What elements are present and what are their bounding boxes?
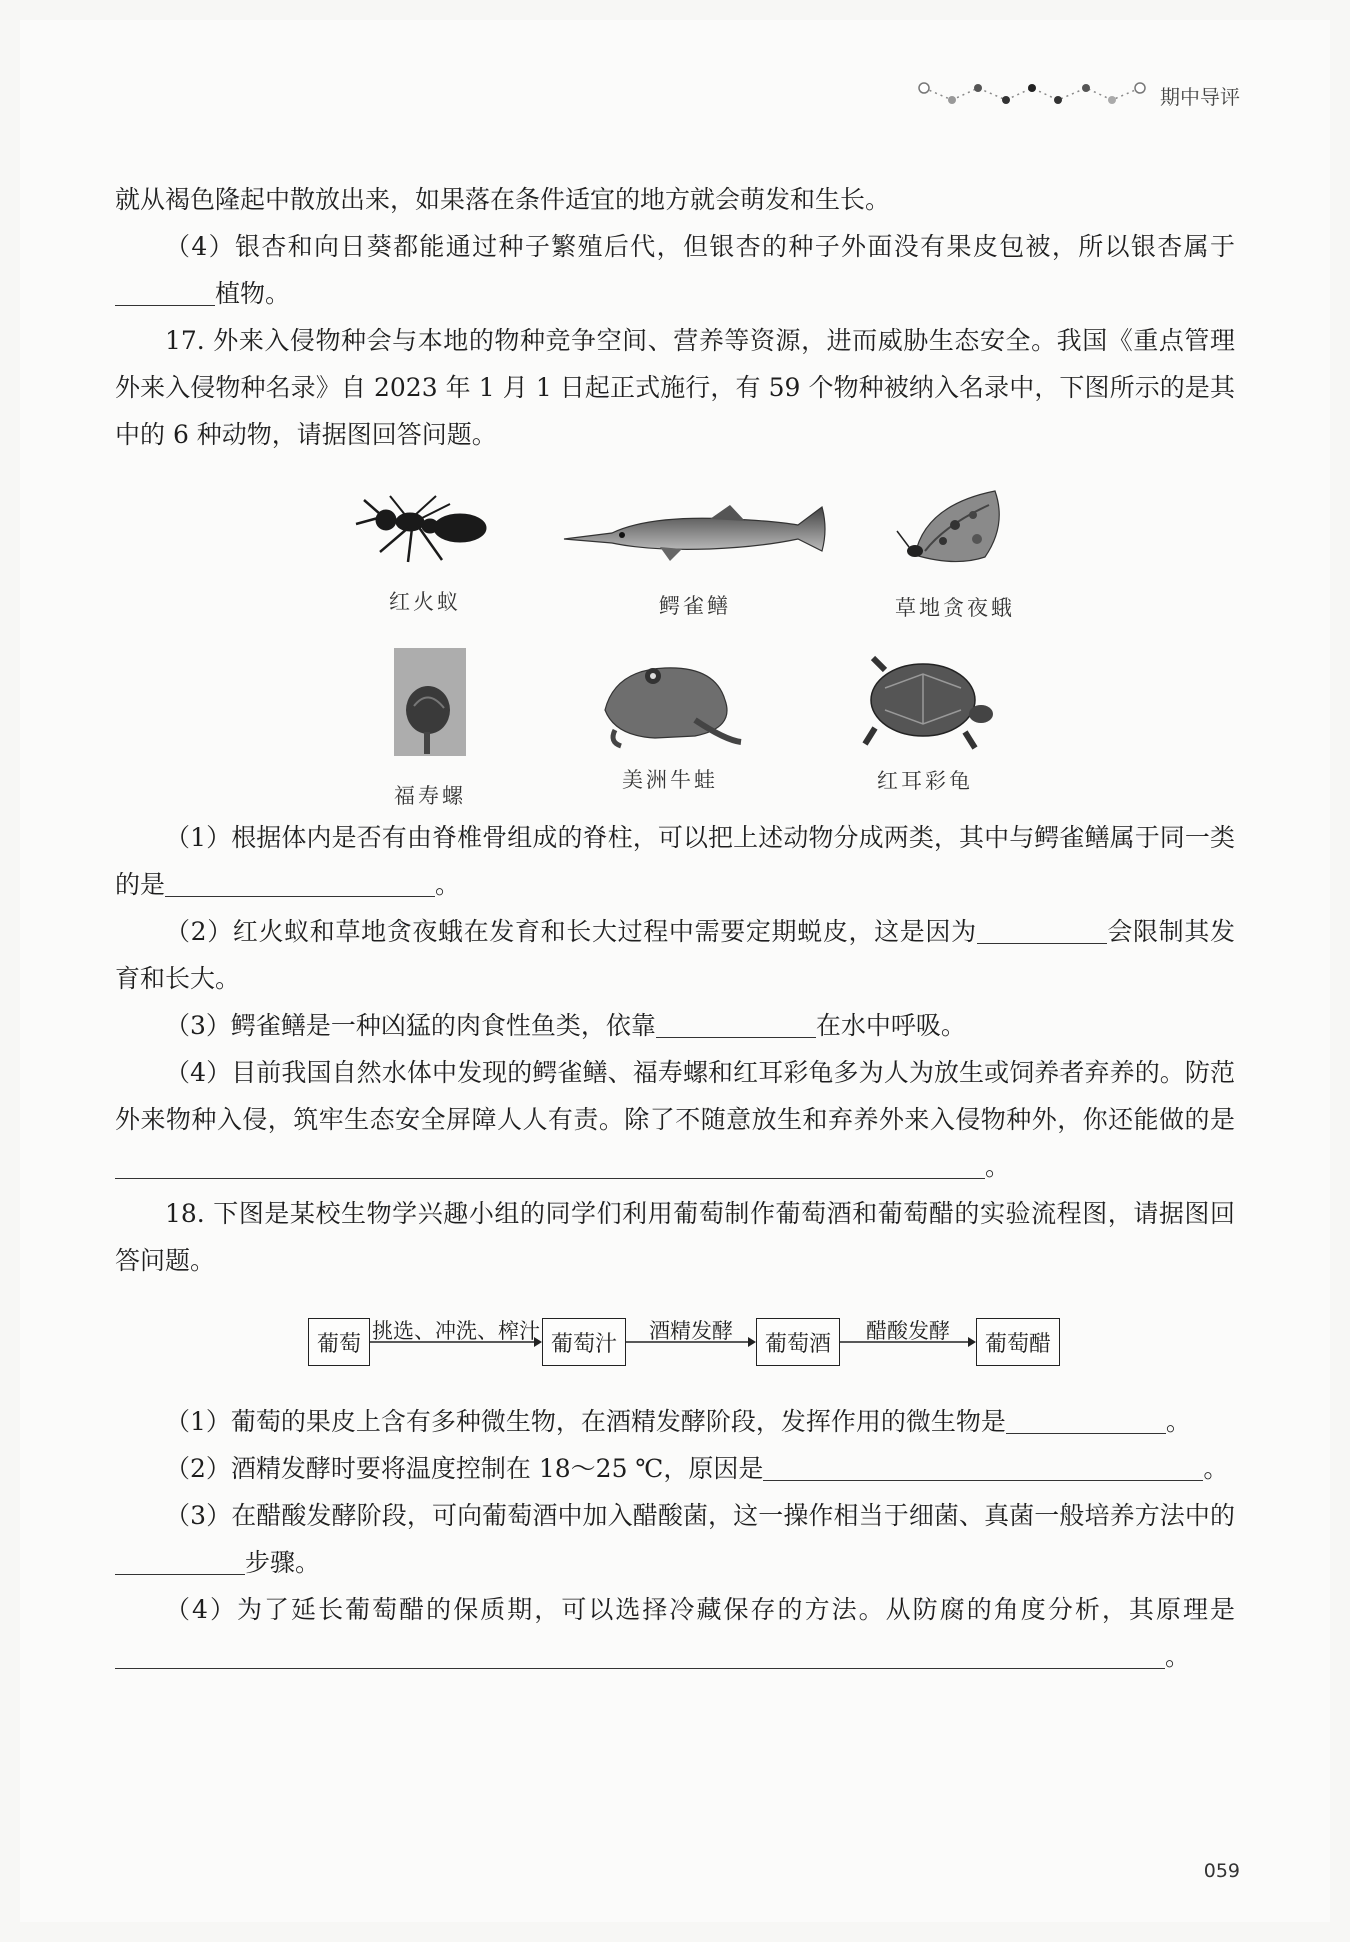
wine-vinegar-flowchart — [308, 1318, 1060, 1366]
dotted-wave-ornament-icon — [918, 80, 1148, 110]
top-text-block — [115, 176, 1235, 458]
caption-apple-snail: 福寿螺 — [394, 784, 466, 808]
figure-fall-armyworm — [885, 485, 1025, 622]
figure-alligator-gar — [560, 495, 830, 620]
q17-intro: 17. 外来入侵物种会与本地的物种竞争空间、营养等资源，进而威胁生态安全。我国《重点管理外来入侵物种名录》自 2023 年 1 月 1 日起正式施行，有 59 个物种被纳入名录中，下图所示的是其中的 6 种动物，请据图回答问题。 — [115, 326, 1235, 449]
answer-blank[interactable] — [115, 275, 215, 306]
flow-arrow-acetic-fermentation — [840, 1319, 976, 1365]
flow-label-wash-press: 挑选、冲洗、榨汁 — [372, 1319, 541, 1343]
caption-red-eared-slider: 红耳彩龟 — [877, 769, 973, 793]
page-number: 059 — [1203, 1860, 1240, 1882]
answer-blank[interactable] — [763, 1450, 1203, 1481]
q17-part4: （4）目前我国自然水体中发现的鳄雀鳝、福寿螺和红耳彩龟多为人为放生或饲养者弃养的。防范外来物种入侵，筑牢生态安全屏障人人有责。除了不随意放生和弃养外来入侵物种外，你还能做的是。 — [115, 1058, 1235, 1181]
q17-part3: （3）鳄雀鳝是一种凶猛的肉食性鱼类，依靠 在水中呼吸。 — [115, 1002, 1235, 1049]
answer-blank[interactable] — [115, 1638, 1165, 1669]
q17-part1: （1）根据体内是否有由脊椎骨组成的脊柱，可以把上述动物分成两类，其中与鳄雀鳝属于同一类的是 。 — [115, 823, 1235, 899]
caption-fall-armyworm: 草地贪夜蛾 — [895, 596, 1015, 620]
flow-arrow-alcohol-fermentation — [626, 1319, 756, 1365]
turtle-icon — [855, 648, 995, 753]
q18-part4: （4）为了延长葡萄醋的保质期，可以选择冷藏保存的方法。从防腐的角度分析，其原理是。 — [115, 1586, 1235, 1680]
header-title: 期中导评 — [1160, 84, 1240, 109]
caption-alligator-gar: 鳄雀鳝 — [659, 594, 731, 618]
flow-label-alcohol-fermentation: 酒精发酵 — [649, 1319, 734, 1343]
figure-fire-ant — [350, 490, 500, 616]
q18-part2: （2）酒精发酵时要将温度控制在 18～25 ℃，原因是 。 — [115, 1445, 1235, 1492]
q16-part4: （4）银杏和向日葵都能通过种子繁殖后代，但银杏的种子外面没有果皮包被，所以银杏属于植物。 — [115, 223, 1235, 317]
caption-fire-ant: 红火蚁 — [389, 590, 461, 614]
flow-arrow-wash-press — [370, 1319, 542, 1365]
flow-label-acetic-fermentation: 醋酸发酵 — [866, 1319, 951, 1343]
answer-blank[interactable] — [1006, 1403, 1166, 1434]
q18-questions-block — [115, 1398, 1235, 1680]
alligator-gar-icon — [560, 495, 830, 570]
answer-blank[interactable] — [165, 866, 435, 897]
flow-box-grape-juice: 葡萄汁 — [542, 1318, 626, 1366]
answer-blank[interactable] — [656, 1007, 816, 1038]
flow-box-grape-wine: 葡萄酒 — [756, 1318, 840, 1366]
q17-part2: （2）红火蚁和草地贪夜蛾在发育和长大过程中需要定期蜕皮，这是因为 会限制其发育和长大。 — [115, 908, 1235, 1002]
q18-part3: （3）在醋酸发酵阶段，可向葡萄酒中加入醋酸菌，这一操作相当于细菌、真菌一般培养方法中的步骤。 — [115, 1492, 1235, 1586]
answer-blank[interactable] — [977, 913, 1107, 944]
figure-apple-snail — [385, 648, 475, 810]
q18-part1: （1）葡萄的果皮上含有多种微生物，在酒精发酵阶段，发挥作用的微生物是 。 — [115, 1398, 1235, 1445]
q17-questions-block — [115, 814, 1235, 1284]
figure-bullfrog — [590, 650, 750, 794]
bullfrog-icon — [595, 650, 745, 750]
answer-blank[interactable] — [115, 1544, 245, 1575]
flow-box-grape-vinegar: 葡萄醋 — [976, 1318, 1060, 1366]
fire-ant-icon — [350, 490, 500, 570]
figure-red-eared-slider — [850, 648, 1000, 795]
page-header — [918, 80, 1240, 110]
caption-bullfrog: 美洲牛蛙 — [622, 768, 718, 792]
answer-blank[interactable] — [115, 1148, 985, 1179]
moth-icon — [895, 485, 1015, 580]
q18-intro: 18. 下图是某校生物学兴趣小组的同学们利用葡萄制作葡萄酒和葡萄醋的实验流程图，请据图回答问题。 — [115, 1199, 1235, 1275]
apple-snail-icon — [394, 648, 466, 756]
flow-box-grape: 葡萄 — [308, 1318, 370, 1366]
q16-continuation: 就从褐色隆起中散放出来，如果落在条件适宜的地方就会萌发和生长。 — [115, 185, 891, 214]
